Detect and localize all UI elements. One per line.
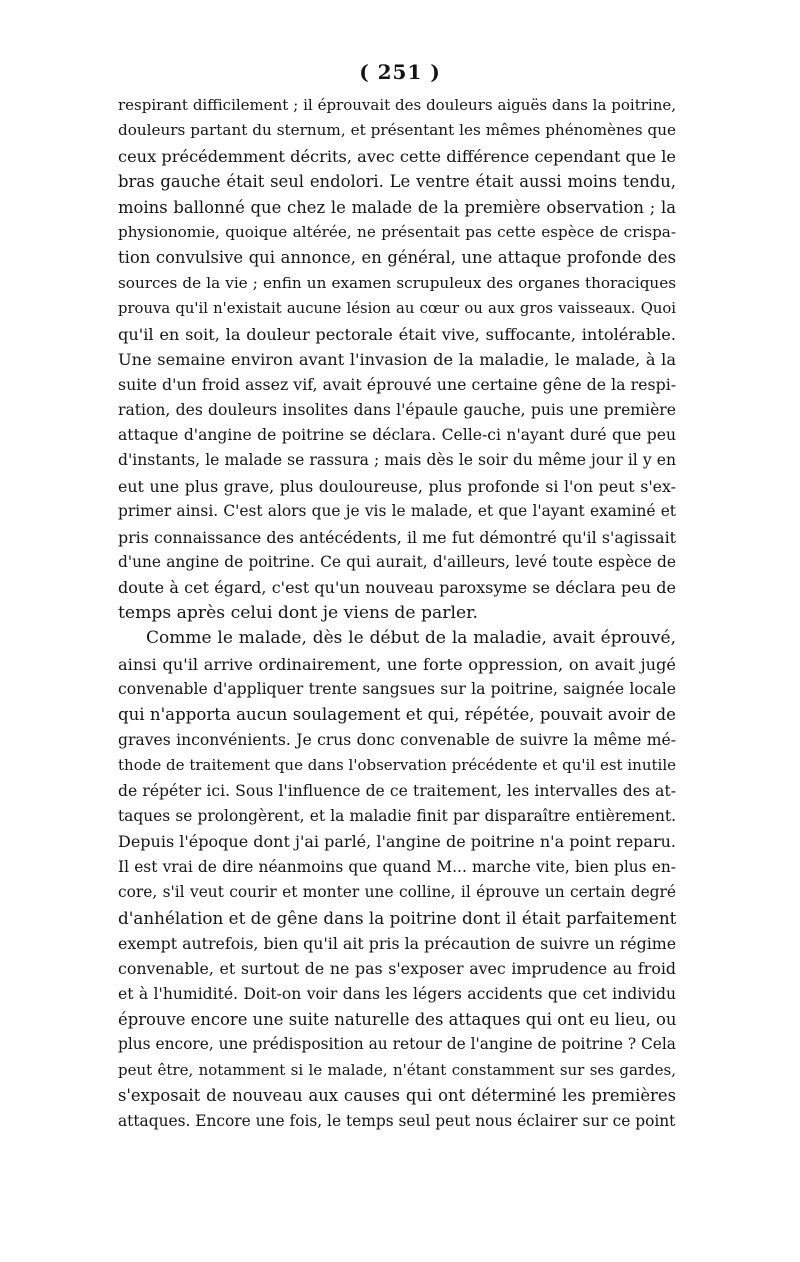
- page-number: ( 251 ): [359, 60, 441, 84]
- text-line: exempt autrefois, bien qu'il ait pris la précaution de suivre un régime: [118, 933, 676, 953]
- paragraph-start-line: Comme le malade, dès le début de la maladie, avait éprouvé,: [146, 628, 676, 649]
- text-line: attaques. Encore une fois, le temps seul peut nous éclairer sur ce point: [118, 1111, 676, 1130]
- text-line: peut être, notamment si le malade, n'étant constamment sur ses gardes,: [118, 1060, 676, 1079]
- text-line: éprouve encore une suite naturelle des attaques qui ont eu lieu, ou: [118, 1010, 676, 1030]
- text-line: physionomie, quoique altérée, ne présentait pas cette espèce de crispa-: [118, 222, 676, 241]
- text-line: attaque d'angine de poitrine se déclara. Celle-ci n'ayant duré que peu: [118, 426, 676, 445]
- text-line: taques se prolongèrent, et la maladie finit par disparaître entièrement.: [118, 806, 676, 825]
- text-line: Il est vrai de dire néanmoins que quand M... marche vite, bien plus en-: [118, 857, 676, 876]
- body-text: [118, 93, 676, 1134]
- text-line: graves inconvénients. Je crus donc convenable de suivre la même mé-: [118, 730, 676, 749]
- text-line: qu'il en soit, la douleur pectorale était vive, suffocante, intolérable.: [118, 324, 676, 344]
- text-line: sources de la vie ; enfin un examen scrupuleux des organes thoraciques: [118, 273, 676, 292]
- text-line: pris connaissance des antécédents, il me fut démontré qu'il s'agissait: [118, 527, 676, 547]
- text-line: ceux précédemment décrits, avec cette différence cependant que le: [118, 146, 676, 166]
- text-line: d'anhélation et de gêne dans la poitrine dont il était parfaitement: [118, 907, 676, 928]
- text-line: s'exposait de nouveau aux causes qui ont déterminé les premières: [118, 1086, 676, 1106]
- text-line: plus encore, une prédisposition au retour de l'angine de poitrine ? Cela: [118, 1035, 676, 1054]
- text-line: moins ballonné que chez le malade de la première observation ; la: [118, 197, 676, 217]
- text-line: thode de traitement que dans l'observation précédente et qu'il est inutile: [118, 756, 676, 775]
- text-line: Une semaine environ avant l'invasion de la maladie, le malade, à la: [118, 349, 676, 369]
- text-line: d'une angine de poitrine. Ce qui aurait, d'ailleurs, levé toute espèce de: [118, 553, 676, 572]
- text-line: tion convulsive qui annonce, en général, une attaque profonde des: [118, 248, 676, 268]
- text-line: core, s'il veut courir et monter une colline, il éprouve un certain degré: [118, 883, 676, 902]
- text-line: et à l'humidité. Doit-on voir dans les légers accidents que cet individu: [118, 984, 676, 1003]
- text-line: d'instants, le malade se rassura ; mais dès le soir du même jour il y en: [118, 451, 676, 470]
- text-line: suite d'un froid assez vif, avait éprouvé une certaine gêne de la respi-: [118, 375, 676, 395]
- text-line: Depuis l'époque dont j'ai parlé, l'angine de poitrine n'a point reparu.: [118, 832, 676, 852]
- paragraph-end-line: temps après celui dont je viens de parler.: [118, 602, 478, 623]
- text-line: convenable, et surtout de ne pas s'exposer avec imprudence au froid: [118, 959, 676, 979]
- text-line: doute à cet égard, c'est qu'un nouveau paroxsyme se déclara peu de: [118, 578, 676, 598]
- text-line: prouva qu'il n'existait aucune lésion au cœur ou aux gros vaisseaux. Quoi: [118, 300, 676, 318]
- text-line: ration, des douleurs insolites dans l'épaule gauche, puis une première: [118, 400, 676, 419]
- text-line: primer ainsi. C'est alors que je vis le malade, et que l'ayant examiné et: [118, 502, 676, 521]
- text-line: bras gauche était seul endolori. Le ventre était aussi moins tendu,: [118, 172, 676, 192]
- text-line: ainsi qu'il arrive ordinairement, une forte oppression, on avait jugé: [118, 654, 676, 674]
- text-line: respirant difficilement ; il éprouvait des douleurs aiguës dans la poitrine,: [118, 96, 676, 114]
- text-line: douleurs partant du sternum, et présentant les mêmes phénomènes que: [118, 121, 676, 140]
- text-line: de répéter ici. Sous l'influence de ce traitement, les intervalles des at-: [118, 781, 676, 800]
- text-line: qui n'apporta aucun soulagement et qui, répétée, pouvait avoir de: [118, 705, 676, 725]
- text-line: convenable d'appliquer trente sangsues sur la poitrine, saignée locale: [118, 679, 676, 698]
- text-line: eut une plus grave, plus douloureuse, plus profonde si l'on peut s'ex-: [118, 476, 676, 496]
